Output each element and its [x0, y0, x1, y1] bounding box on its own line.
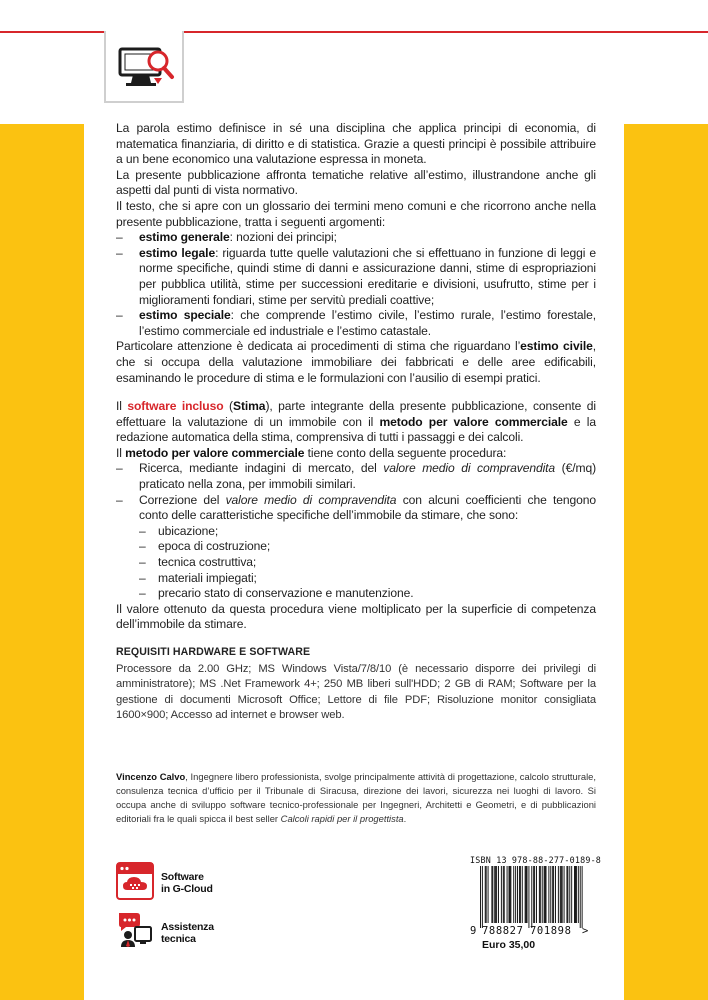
- list-item: – ubicazione;: [139, 524, 596, 540]
- header-logo-box: [104, 31, 184, 103]
- author-bio: Vincenzo Calvo, Ingegnere libero professionista, svolge principalmente attività di progettazione, calcolo strutturale, consulenza tecnica d’ufficio per il Tribunale di Siracusa, direzione dei lavori, sicurezza nei luoghi di lavoro. Si occupa anche di sviluppo software tecnico-professionale per Ingegneri, Architetti e Geometri, e di pubblicazioni editoriali fra le quali spicca il best seller Calcoli rapidi per il progettista.: [116, 771, 596, 825]
- topics-list: [116, 230, 596, 339]
- software-paragraph-2: Il metodo per valore commerciale tiene conto della seguente procedura:: [116, 445, 507, 460]
- list-item: – tecnica costruttiva;: [139, 555, 596, 571]
- barcode-first-digit: 9: [470, 925, 477, 937]
- coefficients-list: [139, 524, 596, 602]
- author-name: Vincenzo Calvo: [116, 771, 186, 782]
- barcode-right-digits: 701898: [530, 925, 572, 937]
- intro-paragraph-1: La parola estimo definisce in sé una disciplina che applica principi di economia, di matematica finanziaria, di diritto e di statistica. Grazie a questi principi è possibile attribuire a un bene economico una valutazione espressa in moneta.: [116, 121, 596, 167]
- requirements-title: REQUISITI HARDWARE E SOFTWARE: [116, 646, 311, 658]
- isbn-label: ISBN 13 978-88-277-0189-8: [470, 855, 602, 865]
- requirements-block: [116, 645, 596, 723]
- software-badge-line2: in G-Cloud: [161, 883, 213, 895]
- support-badge-line2: tecnica: [161, 933, 196, 945]
- barcode-icon: [468, 866, 596, 938]
- right-yellow-band: [624, 124, 708, 1000]
- list-item: – epoca di costruzione;: [139, 539, 596, 555]
- list-item: – estimo speciale: che comprende l’estimo civile, l’estimo rurale, l’estimo forestale, l’estimo commerciale ed industriale e l’estimo catastale.: [116, 308, 596, 339]
- price-label: Euro 35,00: [482, 939, 536, 951]
- barcode-quiet-mark: >: [582, 925, 589, 937]
- intro-paragraph-2: La presente pubblicazione affronta tematiche relative all’estimo, illustrandone anche gli aspetti dal punti di vista normativo.: [116, 167, 596, 198]
- software-paragraph-1: Il software incluso (Stima), parte integrante della presente pubblicazione, consente di effettuare la valutazione di un immobile con il metodo per valore commerciale e la redazione automatica della stima, comprensiva di tutti i passaggi e dei calcoli.: [116, 399, 597, 445]
- computer-magnifier-icon: [106, 31, 182, 101]
- back-cover-text: [116, 121, 596, 723]
- support-badge-line1: Assistenza: [161, 921, 214, 933]
- intro-paragraph-3: Il testo, che si apre con un glossario dei termini meno comuni e che ricorrono anche nella presente pubblicazione, tratta i seguenti argomenti:: [116, 198, 596, 229]
- list-item: – Correzione del valore medio di compravendita con alcuni coefficienti che tengono conto delle caratteristiche specifiche dell’immobile da stimare, che sono: – ubicazione; – epoca di costruzione; – tecnica costruttiva; – materiali impiegati; – precario stato di conservazione e manutenzione.: [116, 493, 596, 602]
- cloud-software-icon: [116, 862, 154, 900]
- technical-support-badge: [116, 910, 246, 950]
- requirements-text: Processore da 2.00 GHz; MS Windows Vista/7/8/10 (è necessario disporre dei privilegi di amministratore); MS .Net Framework 4+; 250 MB liberi sull'HDD; 2 GB di RAM; Software per la gestione di documenti Microsoft Office; Lettore di file PDF; Risoluzione monitor consigliata 1600×900; Accesso ad internet e browser web.: [116, 663, 596, 721]
- barcode-left-digits: 788827: [482, 925, 524, 937]
- list-item: – estimo generale: nozioni dei principi;: [116, 230, 596, 246]
- software-paragraph-3: Il valore ottenuto da questa procedura viene moltiplicato per la superficie di competenza dell’immobile da stimare.: [116, 601, 596, 632]
- intro-paragraph-4: Particolare attenzione è dedicata ai procedimenti di stima che riguardano l’estimo civile, che si occupa della valutazione immobiliare dei fabbricati e delle aree edificabili, esaminando le procedure di stima e le formulazioni con l’ausilio di esempi pratici.: [116, 339, 596, 385]
- left-yellow-band: [0, 124, 84, 1000]
- procedure-list: [116, 461, 596, 601]
- list-item: – Ricerca, mediante indagini di mercato, del valore medio di compravendita (€/mq) praticato nella zona, per immobili similari.: [116, 461, 596, 492]
- technical-support-icon: [116, 910, 154, 948]
- list-item: – materiali impiegati;: [139, 571, 596, 587]
- list-item: – precario stato di conservazione e manutenzione.: [139, 586, 596, 602]
- software-badge-line1: Software: [161, 871, 204, 883]
- software-g-cloud-badge: [116, 862, 246, 902]
- software-incluso-highlight: software incluso: [127, 399, 224, 414]
- list-item: – estimo legale: riguarda tutte quelle valutazioni che si effettuano in funzione di leggi e norme specifiche, quindi stime di danni e assicurazione danni, stime di espropriazioni per pubblica utilità, stime per successioni ereditarie e divisioni, usufrutto, stime per i miglioramenti fondiari, stime per servitù prediali coattive;: [116, 246, 596, 308]
